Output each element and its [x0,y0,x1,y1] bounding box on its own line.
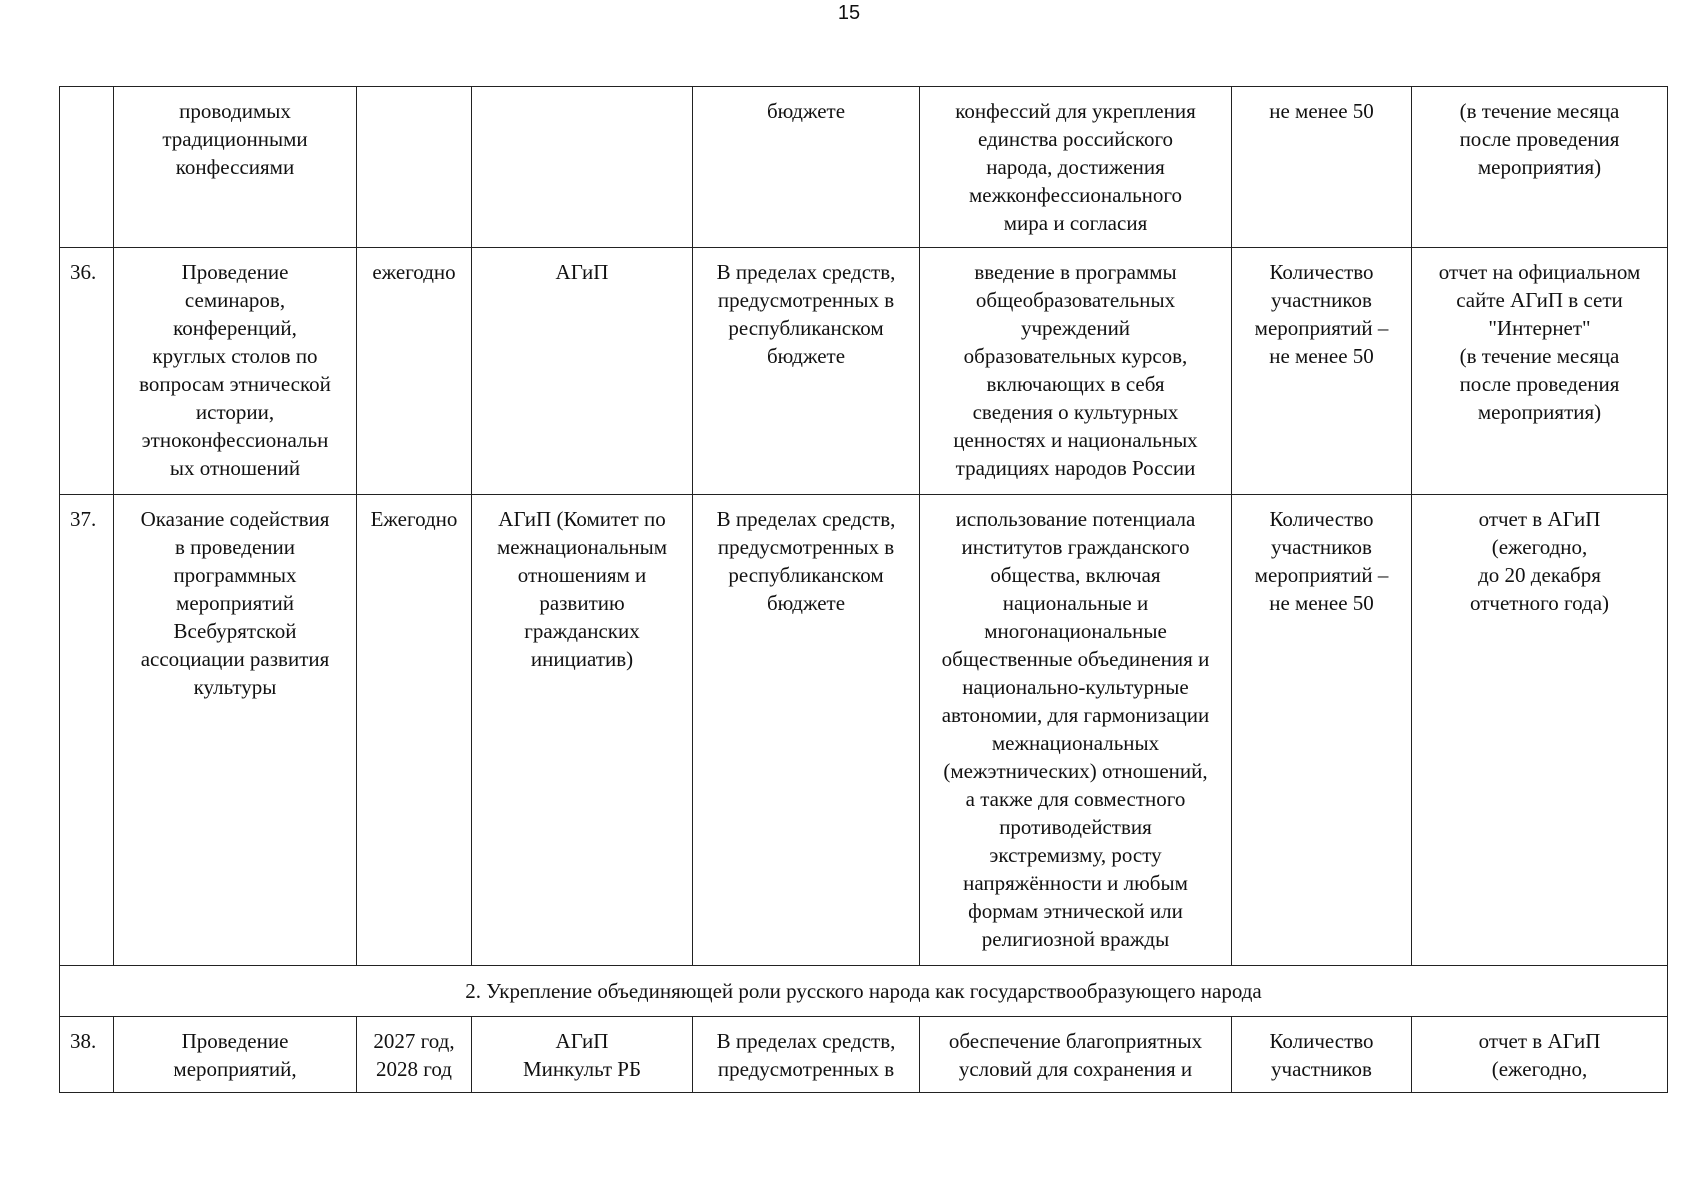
page-number: 15 [837,2,861,24]
table-row [60,87,1668,248]
indicator-cell: не менее 50 [1232,87,1412,248]
funding-cell: В пределах средств, предусмотренных в республиканском бюджете [693,248,920,495]
indicator-cell: Количество участников мероприятий – не менее 50 [1232,495,1412,966]
executor-cell: АГиП (Комитет по межнациональным отношениям и развитию гражданских инициатив) [472,495,693,966]
table-row [60,1017,1668,1093]
row-number: 36. [60,248,114,495]
funding-cell: В пределах средств, предусмотренных в [693,1017,920,1093]
table-row [60,248,1668,495]
indicator-cell: Количество участников [1232,1017,1412,1093]
row-number [60,87,114,248]
event-cell: Оказание содействия в проведении программных мероприятий Всебурятской ассоциации развития культуры [114,495,357,966]
event-cell: проводимых традиционными конфессиями [114,87,357,248]
section-heading: 2. Укрепление объединяющей роли русского народа как государствообразующего народа [60,966,1668,1017]
executor-cell [472,87,693,248]
row-number: 38. [60,1017,114,1093]
term-cell: Ежегодно [357,495,472,966]
event-cell: Проведение мероприятий, [114,1017,357,1093]
section-row [60,966,1668,1017]
result-cell: введение в программы общеобразовательных учреждений образовательных курсов, включающих в себя сведения о культурных ценностях и национальных традициях народов России [920,248,1232,495]
result-cell: использование потенциала институтов гражданского общества, включая национальные и многонациональные общественные объединения и национально-культурные автономии, для гармонизации межнациональных (межэтнических) отношений, а также для совместного противодействия экстремизму, росту напряжённости и любым формам этнической или религиозной вражды [920,495,1232,966]
executor-cell: АГиП Минкульт РБ [472,1017,693,1093]
funding-cell: В пределах средств, предусмотренных в республиканском бюджете [693,495,920,966]
result-cell: конфессий для укрепления единства российского народа, достижения межконфессионального мира и согласия [920,87,1232,248]
term-cell: 2027 год, 2028 год [357,1017,472,1093]
result-cell: обеспечение благоприятных условий для сохранения и [920,1017,1232,1093]
row-number: 37. [60,495,114,966]
table-row [60,495,1668,966]
term-cell: ежегодно [357,248,472,495]
term-cell [357,87,472,248]
funding-cell: бюджете [693,87,920,248]
event-cell: Проведение семинаров, конференций, круглых столов по вопросам этнической истории, этноконфессиональн ых отношений [114,248,357,495]
report-cell: отчет в АГиП (ежегодно, до 20 декабря отчетного года) [1412,495,1668,966]
report-cell: отчет в АГиП (ежегодно, [1412,1017,1668,1093]
action-plan-table [59,86,1668,1093]
indicator-cell: Количество участников мероприятий – не менее 50 [1232,248,1412,495]
executor-cell: АГиП [472,248,693,495]
report-cell: отчет на официальном сайте АГиП в сети "Интернет" (в течение месяца после проведения мероприятия) [1412,248,1668,495]
report-cell: (в течение месяца после проведения мероприятия) [1412,87,1668,248]
